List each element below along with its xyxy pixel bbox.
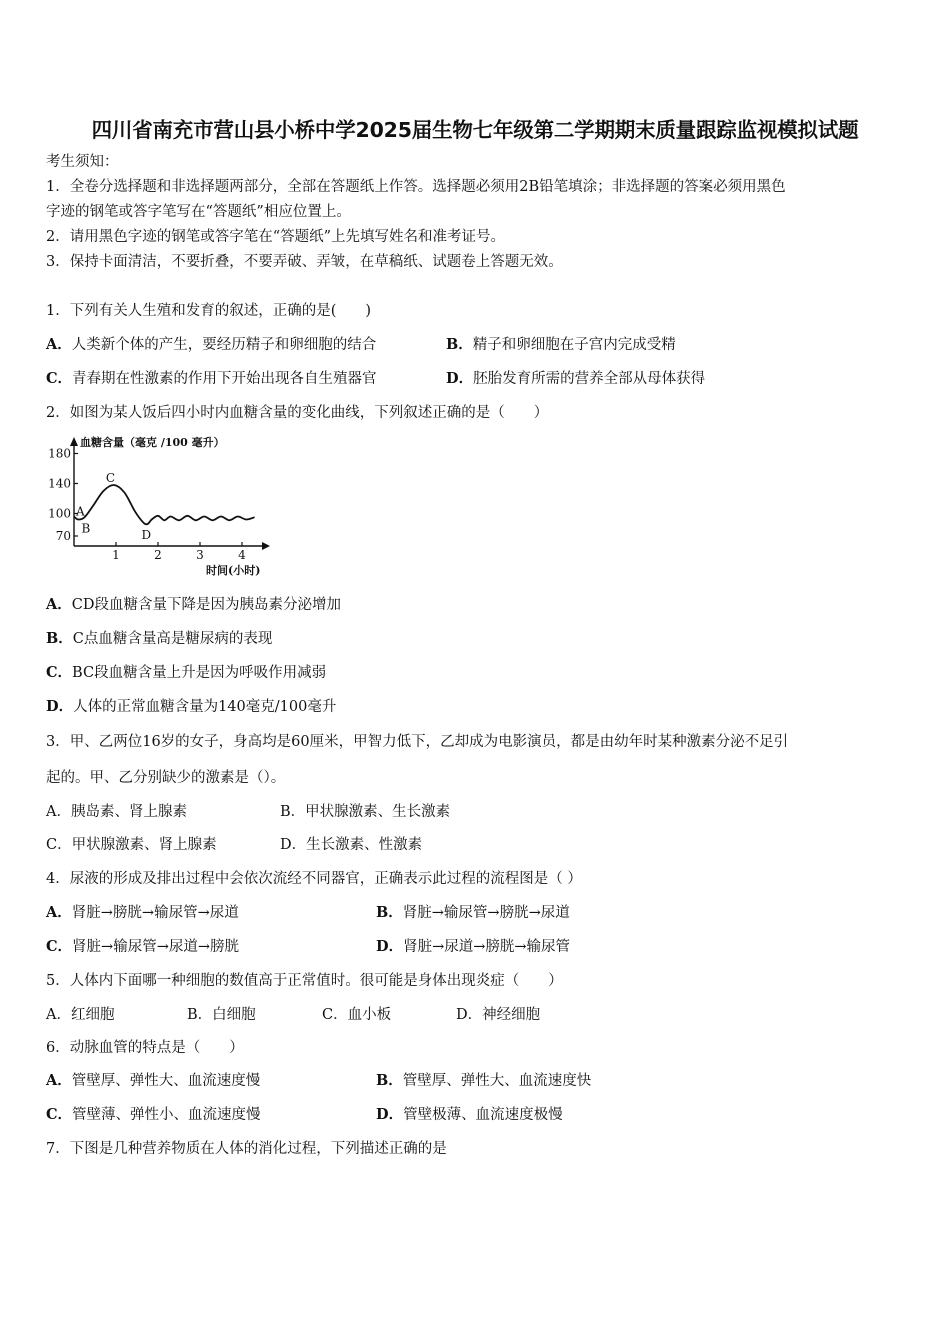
q1-option-a-label: A． bbox=[46, 336, 72, 353]
chart-xlabel: 时间(小时) bbox=[206, 564, 261, 577]
q1-option-c-text: 青春期在性激素的作用下开始出现各自生殖器官 bbox=[72, 371, 377, 387]
q7-stem: 7．下图是几种营养物质在人体的消化过程，下列描述正确的是 bbox=[46, 1141, 447, 1157]
q2-option-b-label: B． bbox=[46, 630, 73, 647]
q6-option-b-text: 管壁厚、弹性大、血流速度快 bbox=[402, 1073, 592, 1089]
q5-option-d-label: D． bbox=[456, 1007, 483, 1023]
q2-option-d-text: 人体的正常血糖含量为140毫克/100毫升 bbox=[73, 699, 337, 715]
q1-option-b-text: 精子和卵细胞在子宫内完成受精 bbox=[472, 337, 676, 353]
q4-option-b bbox=[376, 904, 570, 922]
q4-option-b-text: 肾脏→输尿管→膀胱→尿道 bbox=[402, 905, 570, 921]
q4-option-c-text: 肾脏→输尿管→尿道→膀胱 bbox=[72, 939, 239, 955]
y-axis-arrow bbox=[70, 437, 78, 446]
x-tick-label: 3 bbox=[196, 548, 204, 562]
q5-stem: 5．人体内下面哪一种细胞的数值高于正常值时。很可能是身体出现炎症（ ） bbox=[46, 973, 563, 989]
q4-option-a bbox=[46, 904, 239, 922]
q6-option-a-text: 管壁厚、弹性大、血流速度慢 bbox=[71, 1073, 261, 1089]
q1-option-c-label: C． bbox=[46, 370, 73, 387]
q6-option-c bbox=[46, 1106, 261, 1124]
x-tick-label: 2 bbox=[154, 548, 162, 562]
q5-option-a bbox=[46, 1006, 114, 1024]
q2-option-b-text: C点血糖含量高是糖尿病的表现 bbox=[72, 631, 273, 647]
q2-option-c-label: C． bbox=[46, 664, 73, 681]
notice-item-1-cont: 字迹的钢笔或答字笔写在“答题纸”相应位置上。 bbox=[46, 204, 351, 220]
q3-option-b-label: B． bbox=[280, 804, 306, 820]
q3-option-c bbox=[46, 836, 217, 854]
q3-option-d-label: D． bbox=[280, 837, 307, 853]
q6-stem: 6．动脉血管的特点是（ ） bbox=[46, 1040, 244, 1056]
q3-option-a bbox=[46, 803, 187, 821]
y-tick-label: 100 bbox=[48, 506, 71, 521]
q6-option-a bbox=[46, 1072, 260, 1090]
q5-option-a-text: 红细胞 bbox=[70, 1007, 115, 1023]
q2-option-a-text: CD段血糖含量下降是因为胰岛素分泌增加 bbox=[71, 597, 341, 613]
y-tick-label: 180 bbox=[48, 446, 71, 461]
q1-option-a-text: 人类新个体的产生，要经历精子和卵细胞的结合 bbox=[71, 337, 377, 353]
q6-option-c-text: 管壁薄、弹性小、血流速度慢 bbox=[72, 1107, 261, 1123]
q1-option-d-text: 胚胎发育所需的营养全部从母体获得 bbox=[473, 371, 706, 387]
q3-stem: 3．甲、乙两位16岁的女子，身高均是60厘米，甲智力低下，乙却成为电影演员，都是由幼年时某种激素分泌不足引 bbox=[46, 734, 789, 750]
x-tick-label: 4 bbox=[238, 548, 246, 562]
q2-option-c bbox=[46, 664, 326, 682]
q2-option-a-label: A． bbox=[46, 596, 72, 613]
q1-stem: 1．下列有关人生殖和发育的叙述，正确的是( ) bbox=[46, 303, 372, 319]
q5-option-a-label: A． bbox=[46, 1007, 71, 1023]
notice-heading: 考生须知： bbox=[46, 154, 119, 170]
notice-item-1: 1．全卷分选择题和非选择题两部分，全部在答题纸上作答。选择题必须用2B铅笔填涂；非选择题的答案必须用黑色 bbox=[46, 179, 786, 195]
q4-stem: 4．尿液的形成及排出过程中会依次流经不同器官，正确表示此过程的流程图是（ ） bbox=[46, 871, 582, 887]
point-label-d: D bbox=[141, 528, 152, 542]
q5-option-b bbox=[187, 1006, 256, 1024]
q1-option-d bbox=[446, 370, 705, 388]
q4-option-a-label: A． bbox=[46, 904, 72, 921]
notice-item-2: 2．请用黑色字迹的钢笔或答字笔在“答题纸”上先填写姓名和准考证号。 bbox=[46, 229, 506, 245]
q2-option-a bbox=[46, 596, 341, 614]
q5-option-d-text: 神经细胞 bbox=[482, 1007, 541, 1023]
q5-option-c-text: 血小板 bbox=[347, 1007, 392, 1023]
q6-option-b-label: B． bbox=[376, 1072, 403, 1089]
q2-option-b bbox=[46, 630, 272, 648]
q3-option-a-text: 胰岛素、肾上腺素 bbox=[70, 804, 187, 820]
q6-option-d bbox=[376, 1106, 563, 1124]
point-label-b: B bbox=[81, 521, 91, 536]
q5-option-b-label: B． bbox=[187, 1007, 213, 1023]
q2-stem: 2．如图为某人饭后四小时内血糖含量的变化曲线，下列叙述正确的是（ ） bbox=[46, 405, 549, 421]
q4-option-d-label: D． bbox=[376, 938, 404, 955]
q3-option-b-text: 甲状腺激素、生长激素 bbox=[305, 804, 451, 820]
q5-option-d bbox=[456, 1006, 540, 1024]
q3-option-a-label: A． bbox=[46, 804, 71, 820]
point-label-a: A bbox=[76, 504, 85, 519]
q5-option-c-label: C． bbox=[322, 1007, 348, 1023]
chart-ylabel: 血糖含量（毫克 /100 毫升） bbox=[80, 436, 225, 449]
q3-option-b bbox=[280, 803, 450, 821]
q6-option-a-label: A． bbox=[46, 1072, 72, 1089]
q3-option-c-label: C． bbox=[46, 837, 72, 853]
q4-option-b-label: B． bbox=[376, 904, 403, 921]
blood-sugar-curve bbox=[74, 485, 255, 524]
q4-option-d-text: 肾脏→尿道→膀胱→输尿管 bbox=[403, 939, 571, 955]
q6-option-b bbox=[376, 1072, 591, 1090]
q5-option-c bbox=[322, 1006, 391, 1024]
notice-item-3: 3．保持卡面清洁，不要折叠，不要弄破、弄皱，在草稿纸、试题卷上答题无效。 bbox=[46, 254, 563, 270]
point-label-c: C bbox=[105, 471, 116, 485]
q6-option-d-text: 管壁极薄、血流速度极慢 bbox=[403, 1107, 563, 1123]
q3-stem-cont: 起的。甲、乙分别缺少的激素是（）。 bbox=[46, 770, 286, 786]
q4-option-a-text: 肾脏→膀胱→输尿管→尿道 bbox=[71, 905, 239, 921]
q4-option-d bbox=[376, 938, 570, 956]
page-title: 四川省南充市营山县小桥中学2025届生物七年级第二学期期末质量跟踪监视模拟试题 bbox=[91, 118, 859, 142]
q2-option-d bbox=[46, 698, 336, 716]
q2-option-c-text: BC段血糖含量上升是因为呼吸作用减弱 bbox=[72, 665, 327, 681]
q5-option-b-text: 白细胞 bbox=[212, 1007, 256, 1023]
blood-sugar-chart bbox=[44, 430, 274, 580]
q6-option-d-label: D． bbox=[376, 1106, 404, 1123]
q1-option-b-label: B． bbox=[446, 336, 473, 353]
q1-option-b bbox=[446, 336, 676, 354]
q1-option-c bbox=[46, 370, 377, 388]
x-tick-label: 1 bbox=[112, 548, 120, 562]
q1-option-d-label: D． bbox=[446, 370, 474, 387]
q6-option-c-label: C． bbox=[46, 1106, 73, 1123]
q3-option-c-text: 甲状腺激素、肾上腺素 bbox=[71, 837, 217, 853]
q3-option-d-text: 生长激素、性激素 bbox=[306, 837, 423, 853]
q4-option-c-label: C． bbox=[46, 938, 73, 955]
q4-option-c bbox=[46, 938, 239, 956]
q3-option-d bbox=[280, 836, 422, 854]
q2-option-d-label: D． bbox=[46, 698, 74, 715]
x-axis-arrow bbox=[262, 542, 270, 550]
q1-option-a bbox=[46, 336, 376, 354]
y-tick-label: 70 bbox=[55, 529, 71, 543]
y-tick-label: 140 bbox=[48, 476, 71, 491]
